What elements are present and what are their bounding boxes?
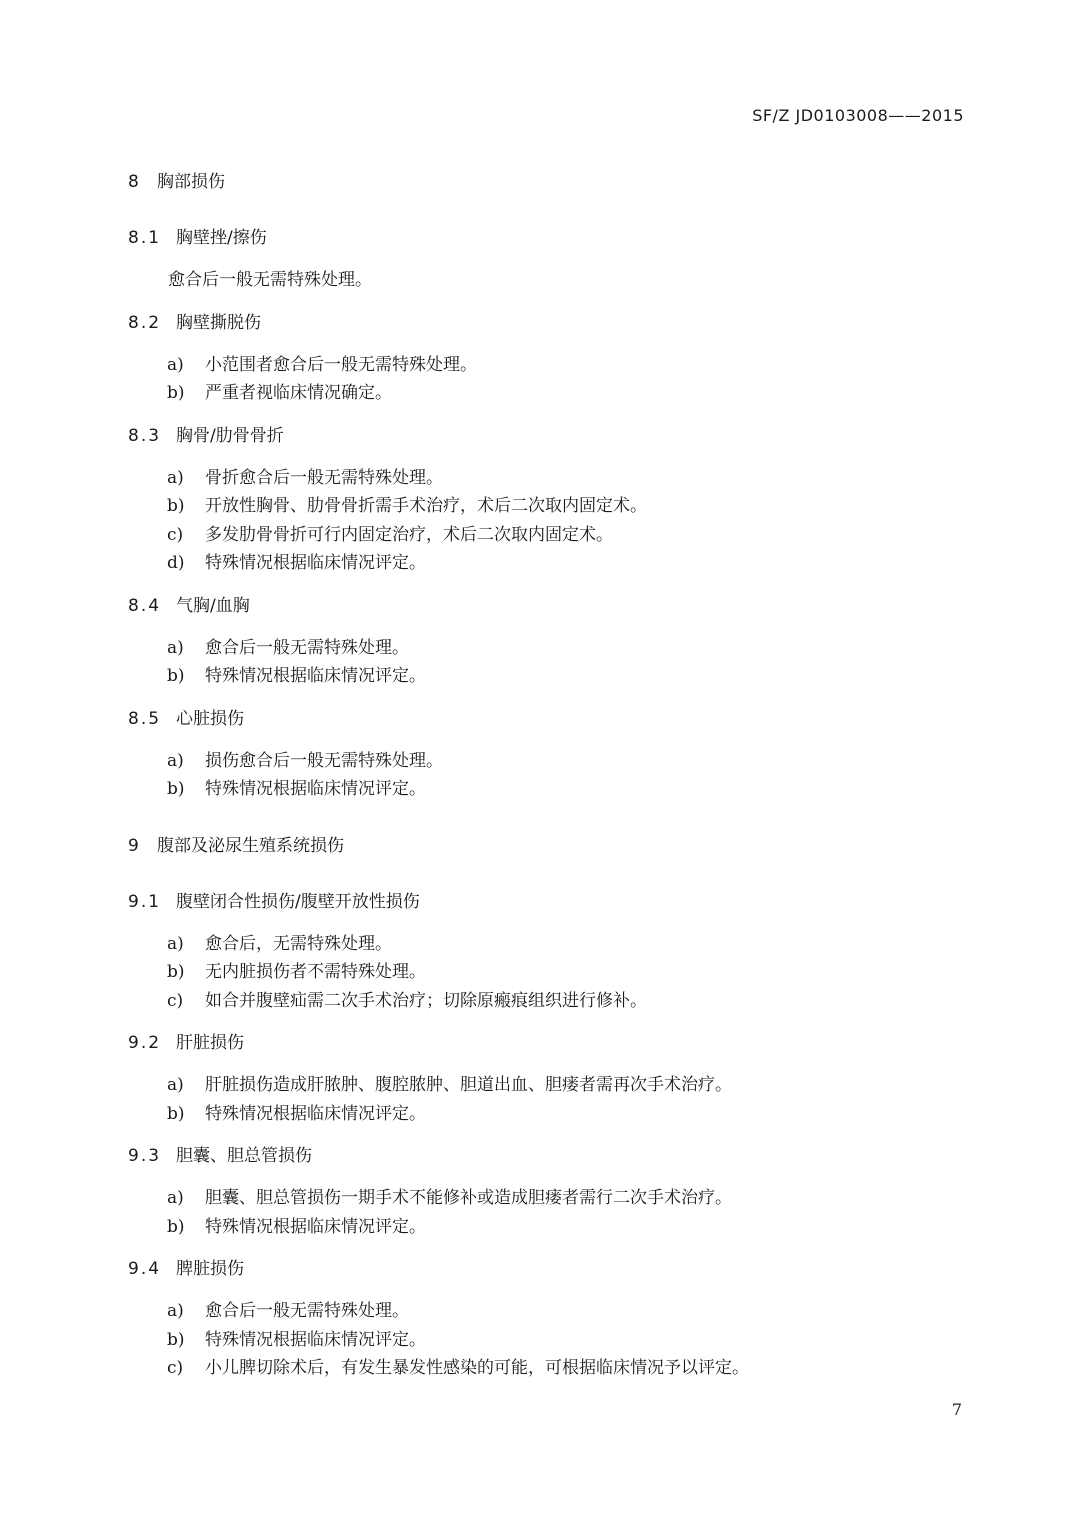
section-heading (128, 422, 968, 450)
list-item (128, 747, 968, 776)
list-item-marker: b) (167, 383, 185, 403)
chapter-number: 9 (128, 835, 139, 856)
section (128, 888, 968, 1016)
list-item-text: 肝脏损伤造成肝脓肿、腹腔脓肿、胆道出血、胆瘘者需再次手术治疗。 (205, 1075, 732, 1095)
section-heading (128, 224, 968, 252)
list-item-text: 特殊情况根据临床情况评定。 (205, 666, 426, 686)
list-item (128, 549, 968, 578)
section (128, 422, 968, 578)
section (128, 1029, 968, 1128)
section-heading (128, 309, 968, 337)
list-item-marker: b) (167, 1216, 185, 1237)
list-item (128, 930, 968, 959)
list-item (128, 662, 968, 691)
list-item-text: 特殊情况根据临床情况评定。 (205, 1103, 426, 1124)
list-item (128, 379, 968, 408)
list-item-marker: a) (167, 637, 184, 658)
section-heading (128, 705, 968, 733)
list-item-marker: a) (167, 750, 184, 771)
list-item-marker: a) (167, 467, 184, 488)
list-item-text: 特殊情况根据临床情况评定。 (205, 779, 426, 799)
list-item (128, 1354, 968, 1383)
list-item (128, 775, 968, 804)
list-item-text: 骨折愈合后一般无需特殊处理。 (205, 467, 443, 488)
list-item-marker: d) (167, 553, 185, 573)
list-item-text: 无内脏损伤者不需特殊处理。 (205, 962, 426, 982)
list-item (128, 1326, 968, 1355)
list-item-marker: a) (167, 1188, 184, 1208)
section-heading (128, 592, 968, 620)
section-title: 肝脏损伤 (176, 1033, 244, 1053)
chapter-heading (128, 832, 968, 860)
section-title: 胸壁挫/擦伤 (176, 228, 267, 248)
section-title: 胆囊、胆总管损伤 (176, 1146, 312, 1166)
list-item-text: 小范围者愈合后一般无需特殊处理。 (205, 354, 477, 375)
section-heading (128, 888, 968, 916)
list-item-text: 胆囊、胆总管损伤一期手术不能修补或造成胆瘘者需行二次手术治疗。 (205, 1188, 732, 1208)
section-paragraph: 愈合后一般无需特殊处理。 (168, 270, 372, 290)
section-heading (128, 1029, 968, 1057)
list-item (128, 1100, 968, 1129)
section-number: 8.3 (128, 425, 162, 446)
list-item (128, 987, 968, 1016)
list-item (128, 634, 968, 663)
section-heading (128, 1255, 968, 1283)
section (128, 592, 968, 691)
page-number: 7 (951, 1400, 962, 1419)
list-item-marker: c) (167, 1358, 184, 1378)
list-item-marker: a) (167, 1301, 184, 1321)
list-item-text: 特殊情况根据临床情况评定。 (205, 1216, 426, 1237)
list-item-marker: b) (167, 962, 185, 982)
list-item-text: 损伤愈合后一般无需特殊处理。 (205, 750, 443, 771)
list-item-text: 愈合后，无需特殊处理。 (205, 933, 392, 954)
list-item-text: 多发肋骨骨折可行内固定治疗，术后二次取内固定术。 (205, 524, 613, 545)
section-number: 9.2 (128, 1033, 162, 1053)
list-item-text: 愈合后一般无需特殊处理。 (205, 1301, 409, 1321)
section-title: 气胸/血胸 (176, 595, 250, 616)
list-item (128, 958, 968, 987)
section-number: 8.1 (128, 228, 162, 248)
section-heading (128, 1142, 968, 1170)
section-title: 心脏损伤 (176, 708, 244, 729)
list-item-text: 严重者视临床情况确定。 (205, 383, 392, 403)
section-number: 9.1 (128, 891, 162, 912)
section-number: 9.3 (128, 1146, 162, 1166)
section (128, 1255, 968, 1383)
list-item-marker: b) (167, 496, 185, 516)
section-number: 8.2 (128, 312, 162, 333)
section-number: 8.4 (128, 595, 162, 616)
chapter-title: 腹部及泌尿生殖系统损伤 (157, 835, 344, 856)
list-item (128, 1213, 968, 1242)
document-body (128, 168, 968, 1397)
chapter-heading (128, 168, 968, 196)
list-item-marker: b) (167, 1103, 185, 1124)
section (128, 309, 968, 408)
list-item (128, 1297, 968, 1326)
list-item-marker: a) (167, 354, 184, 375)
section-title: 腹壁闭合性损伤/腹壁开放性损伤 (176, 891, 420, 912)
list-item (128, 464, 968, 493)
list-item (128, 351, 968, 380)
list-item-text: 开放性胸骨、肋骨骨折需手术治疗，术后二次取内固定术。 (205, 496, 647, 516)
list-item-marker: b) (167, 1329, 185, 1350)
section-number: 9.4 (128, 1259, 162, 1279)
list-item-marker: a) (167, 1075, 184, 1095)
list-item-text: 小儿脾切除术后，有发生暴发性感染的可能，可根据临床情况予以评定。 (205, 1358, 749, 1378)
chapter-number: 8 (128, 172, 139, 192)
list-item (128, 1184, 968, 1213)
list-item-marker: c) (167, 524, 184, 545)
list-item (128, 521, 968, 550)
section (128, 224, 968, 295)
chapter-title: 胸部损伤 (157, 172, 225, 192)
section-number: 8.5 (128, 708, 162, 729)
list-item-marker: b) (167, 779, 185, 799)
document-code: SF/Z JD0103008——2015 (752, 106, 964, 125)
list-item-marker: b) (167, 666, 185, 686)
section-title: 脾脏损伤 (176, 1259, 244, 1279)
list-item-marker: c) (167, 990, 184, 1011)
section-title: 胸骨/肋骨骨折 (176, 425, 284, 446)
list-item (128, 492, 968, 521)
list-item-text: 愈合后一般无需特殊处理。 (205, 637, 409, 658)
list-item-text: 特殊情况根据临床情况评定。 (205, 553, 426, 573)
section-title: 胸壁撕脱伤 (176, 312, 261, 333)
list-item (128, 1071, 968, 1100)
section (128, 1142, 968, 1241)
list-item-text: 如合并腹壁疝需二次手术治疗；切除原瘢痕组织进行修补。 (205, 990, 647, 1011)
list-item-marker: a) (167, 933, 184, 954)
list-item-text: 特殊情况根据临床情况评定。 (205, 1329, 426, 1350)
section (128, 705, 968, 804)
